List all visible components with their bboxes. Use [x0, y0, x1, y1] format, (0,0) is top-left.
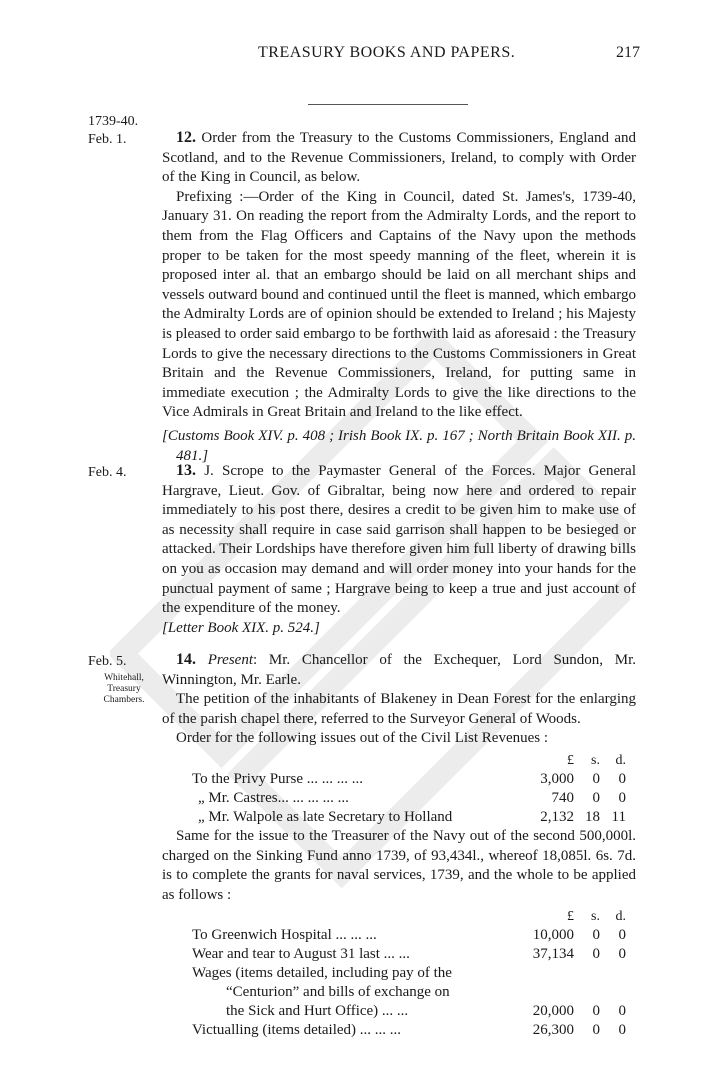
pounds-header: £ — [567, 909, 574, 925]
civil-shillings: 0 — [592, 770, 600, 787]
civil-item: To the Privy Purse ... ... ... ... — [192, 770, 364, 787]
navy-shillings: 0 — [592, 946, 600, 963]
entry-12 — [162, 128, 636, 466]
navy-pence: 0 — [618, 946, 626, 963]
entry-14-order-intro: Order for the following issues out of the Civil List Revenues : — [176, 730, 549, 747]
place-line: Whitehall, — [104, 673, 144, 683]
navy-pounds: 20,000 — [532, 1003, 574, 1020]
entry-14-place — [92, 673, 156, 706]
civil-pounds: 740 — [551, 789, 574, 806]
navy-item-line: Wages (items detailed, including pay of the — [192, 965, 452, 982]
navy-item: To Greenwich Hospital ... ... ... — [192, 927, 377, 944]
shillings-header: s. — [591, 909, 600, 925]
table-row — [192, 945, 626, 964]
place-line: Treasury — [107, 684, 141, 694]
civil-shillings: 0 — [592, 789, 600, 806]
civil-item: „ Mr. Walpole as late Secretary to Holland — [198, 808, 453, 825]
civil-shillings: 18 — [585, 808, 600, 825]
civil-pounds: 3,000 — [540, 770, 574, 787]
entry-13-number: 13. — [176, 462, 196, 479]
present-text: : Mr. Chancellor of the Exchequer, Lord Sundon, Mr. Winnington, Mr. Earle. — [162, 652, 637, 688]
shillings-header: s. — [591, 752, 600, 768]
civil-list-table — [192, 751, 626, 827]
navy-shillings: 0 — [592, 1003, 600, 1020]
entry-12-number: 12. — [176, 129, 196, 146]
table-row — [192, 789, 626, 808]
entry-12-order-text: Order from the Treasury to the Customs Commissioners, England and Scotland, and to the Revenue Commissioners, Ireland, to comply with Order of the King in Council, as below. — [162, 130, 637, 186]
navy-pence: 0 — [618, 927, 626, 944]
navy-pence: 0 — [618, 1003, 626, 1020]
civil-pence: 0 — [618, 770, 626, 787]
place-line: Chambers. — [103, 695, 145, 705]
pence-header: d. — [615, 909, 626, 925]
entry-14-petition: The petition of the inhabitants of Blakeney in Dean Forest for the enlarging of the parish chapel there, referred to the Surveyor General of Woods. — [162, 691, 636, 727]
entry-13-reference: [Letter Book XIX. p. 524.] — [162, 619, 320, 636]
header-rule — [308, 104, 468, 105]
entry-14-present — [162, 650, 636, 690]
table-row — [192, 964, 626, 1021]
navy-shillings: 0 — [592, 1022, 600, 1039]
entry-12-order — [162, 128, 636, 188]
civil-pence: 0 — [618, 789, 626, 806]
civil-pence: 11 — [611, 808, 626, 825]
running-title: TREASURY BOOKS AND PAPERS. — [258, 44, 516, 61]
pence-header: d. — [615, 752, 626, 768]
entry-14 — [162, 650, 636, 1040]
entry-14-date: Feb. 5. — [88, 654, 127, 669]
entry-12-date: Feb. 1. — [88, 132, 127, 147]
navy-shillings: 0 — [592, 927, 600, 944]
navy-pounds: 10,000 — [532, 927, 574, 944]
entry-14-navy-intro: Same for the issue to the Treasurer of the Navy out of the second 500,000l. charged on the Sinking Fund anno 1739, of 93,434l., whereof 18,085l. 6s. 7d. is to complete the grants for naval services, 1739, and the whole to be applied as follows : — [162, 827, 636, 903]
navy-item: Victualling (items detailed) ... ... ... — [192, 1022, 402, 1039]
entry-13-body: J. Scrope to the Paymaster General of the Forces. Major General Hargrave, Lieut. Gov. of Gibraltar, being now here and ordered to repair immediately to his post there, desires a credit to be given him to make use of as necessity shall require in case said garrison shall happen to be besieged or attacked. Their Lordships have therefore given him full liberty of drawing bills on you as occasion may demand and will order money into your hands for the punctual payment of same ; Hargrave being to keep a true and just account of the expenditure of the money. — [162, 463, 637, 617]
page-number: 217 — [616, 44, 640, 61]
pounds-header: £ — [567, 752, 574, 768]
table-row — [192, 770, 626, 789]
entry-14-number: 14. — [176, 651, 196, 668]
entry-12-prefixing: Prefixing :—Order of the King in Council, dated St. James's, 1739-40, January 31. On reading the report from the Admiralty Lords, and the report to them from the Flag Officers and Captains of the Navy upon the methods proper to be taken for the most speedy manning of the fleet, wherein it is proposed inter al. that an embargo should be laid on all merchant ships and vessels outward bound and continued until the fleet is manned, which embargo the Admiralty Lords are of opinion should be extended to Ireland ; his Majesty is pleased to order said embargo to be forthwith laid as aforesaid : the Treasury Lords to give the necessary directions to the Customs Commissioners in Great Britain and the Revenue Commissioners, Ireland, for putting same in immediate execution ; the Admiralty Lords to give the like directions to the Vice Admirals in Great Britain and Ireland to the like effect. — [162, 188, 636, 421]
currency-header — [192, 751, 626, 770]
year-label: 1739-40. — [88, 114, 139, 129]
navy-item-line: “Centurion” and bills of exchange on — [226, 984, 450, 1001]
navy-table — [192, 907, 626, 1040]
entry-13-text — [162, 461, 636, 619]
navy-item-line: the Sick and Hurt Office) ... ... — [226, 1003, 409, 1020]
navy-pounds: 37,134 — [532, 946, 574, 963]
entry-12-reference: [Customs Book XIV. p. 408 ; Irish Book IX. p. 167 ; North Britain Book XII. p. 481.] — [162, 427, 636, 464]
currency-header — [192, 907, 626, 926]
table-row — [192, 926, 626, 945]
civil-pounds: 2,132 — [540, 808, 574, 825]
present-label: Present — [207, 652, 253, 668]
navy-item: Wear and tear to August 31 last ... ... — [192, 946, 410, 963]
civil-item: „ Mr. Castres... ... ... ... ... — [198, 789, 349, 806]
navy-item — [192, 964, 522, 1021]
navy-pence: 0 — [618, 1022, 626, 1039]
table-row — [192, 808, 626, 827]
table-row — [192, 1021, 626, 1040]
entry-13 — [162, 461, 636, 638]
navy-pounds: 26,300 — [532, 1022, 574, 1039]
entry-13-date: Feb. 4. — [88, 465, 127, 480]
